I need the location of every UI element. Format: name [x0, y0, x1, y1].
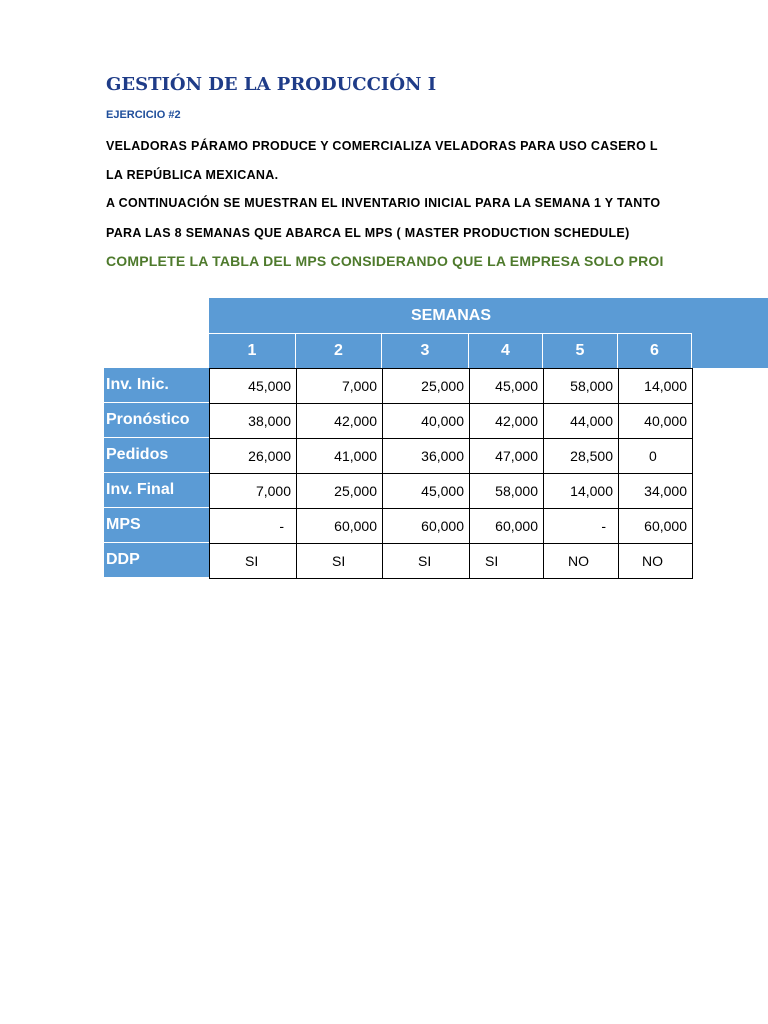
- paragraph-line: PARA LAS 8 SEMANAS QUE ABARCA EL MPS ( MASTER PRODUCTION SCHEDULE): [106, 226, 630, 240]
- row-label-pronostico: Pronóstico: [104, 403, 209, 438]
- document-title: GESTIÓN DE LA PRODUCCIÓN I: [106, 74, 437, 95]
- table-cell: 28,500: [544, 439, 619, 474]
- table-cell: 45,000: [383, 474, 470, 509]
- table-cell: 42,000: [297, 404, 383, 439]
- week-header-cell: 5: [543, 333, 618, 368]
- row-label-inv-final: Inv. Final: [104, 473, 209, 508]
- table-cell: NO: [544, 544, 619, 579]
- paragraph-line: A CONTINUACIÓN SE MUESTRAN EL INVENTARIO INICIAL PARA LA SEMANA 1 Y TANTO: [106, 196, 661, 210]
- table-cell: 40,000: [619, 404, 693, 439]
- table-cell: 45,000: [470, 369, 544, 404]
- table-cell: 7,000: [210, 474, 297, 509]
- table-cell: 0: [619, 439, 693, 474]
- table-cell: -: [544, 509, 619, 544]
- table-cell: 26,000: [210, 439, 297, 474]
- exercise-label: EJERCICIO #2: [106, 109, 181, 121]
- table-cell: 34,000: [619, 474, 693, 509]
- table-cell: 47,000: [470, 439, 544, 474]
- row-label-mps: MPS: [104, 508, 209, 543]
- table-cell: 25,000: [383, 369, 470, 404]
- table-cell: 60,000: [470, 509, 544, 544]
- table-row: [210, 509, 693, 544]
- week-header-cell: 1: [209, 333, 296, 368]
- row-label-column: [104, 368, 209, 578]
- table-cell: SI: [383, 544, 470, 579]
- table-cell: 58,000: [470, 474, 544, 509]
- instruction-text: COMPLETE LA TABLA DEL MPS CONSIDERANDO QUE LA EMPRESA SOLO PROI: [106, 253, 664, 269]
- table-cell: 42,000: [470, 404, 544, 439]
- table-row: [210, 474, 693, 509]
- table-cell: 36,000: [383, 439, 470, 474]
- table-row: [210, 404, 693, 439]
- week-header-cell: 2: [296, 333, 382, 368]
- table-cell: 58,000: [544, 369, 619, 404]
- row-label-ddp: DDP: [104, 543, 209, 578]
- table-cell: SI: [470, 544, 544, 579]
- table-cell: 44,000: [544, 404, 619, 439]
- row-label-pedidos: Pedidos: [104, 438, 209, 473]
- paragraph-line: VELADORAS PÁRAMO PRODUCE Y COMERCIALIZA VELADORAS PARA USO CASERO L: [106, 139, 658, 153]
- weeks-header: SEMANAS: [410, 306, 491, 324]
- table-cell: 14,000: [619, 369, 693, 404]
- table-cell: 38,000: [210, 404, 297, 439]
- table-cell: SI: [297, 544, 383, 579]
- table-cell: 25,000: [297, 474, 383, 509]
- table-cell: 40,000: [383, 404, 470, 439]
- table-cell: 41,000: [297, 439, 383, 474]
- table-cell: 14,000: [544, 474, 619, 509]
- mps-table: [209, 368, 693, 579]
- table-cell: 60,000: [619, 509, 693, 544]
- table-row: [210, 544, 693, 579]
- paragraph-line: LA REPÚBLICA MEXICANA.: [106, 168, 279, 182]
- table-cell: -: [210, 509, 297, 544]
- row-label-inv-inic: Inv. Inic.: [104, 368, 209, 403]
- week-header-row: [209, 333, 692, 368]
- week-header-cell: 4: [469, 333, 543, 368]
- table-cell: NO: [619, 544, 693, 579]
- week-header-cell: 6: [618, 333, 692, 368]
- table-cell: 60,000: [383, 509, 470, 544]
- table-cell: SI: [210, 544, 297, 579]
- table-cell: 60,000: [297, 509, 383, 544]
- week-header-cell: 3: [382, 333, 469, 368]
- table-cell: 45,000: [210, 369, 297, 404]
- table-cell: 7,000: [297, 369, 383, 404]
- table-row: [210, 439, 693, 474]
- table-row: [210, 369, 693, 404]
